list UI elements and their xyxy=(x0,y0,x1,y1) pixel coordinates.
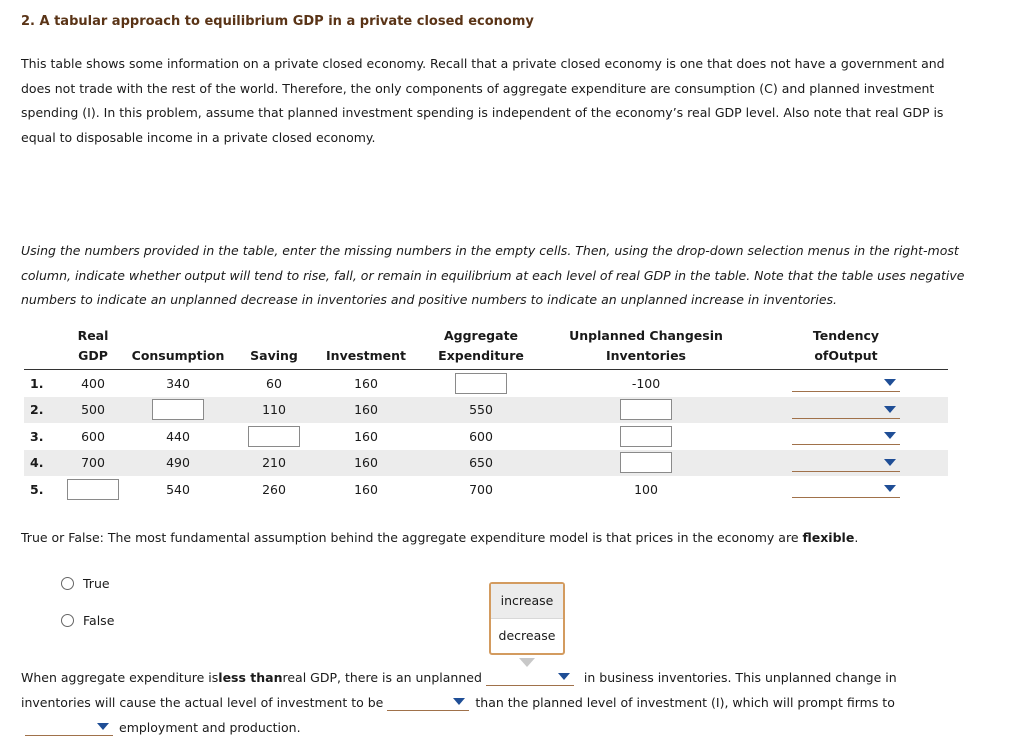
popup-option-decrease[interactable]: decrease xyxy=(498,628,556,643)
chevron-down-icon xyxy=(884,432,896,439)
chevron-down-icon xyxy=(558,673,570,680)
row-number: 3. xyxy=(30,428,44,444)
ae-cell: 550 xyxy=(414,397,548,424)
investment-comparison-dropdown[interactable] xyxy=(387,693,469,711)
uci-input[interactable] xyxy=(620,452,672,473)
instructions-paragraph: Using the numbers provided in the table, enter the missing numbers in the empty cells. Then, using the drop-down selection menus in the right-most column, indicate whether output will tend to rise, fall, or remain in equilibrium at each level of real GDP in the table. Note that the table uses negative numbers to indicate an unplanned decrease in inventories and positive numbers to indicate an unplanned increase in inventories. xyxy=(21,243,965,307)
inventory-change-dropdown[interactable] xyxy=(486,668,574,686)
uci-cell: -100 xyxy=(631,375,661,391)
popup-option-increase[interactable]: increase xyxy=(491,584,563,619)
tendency-cell xyxy=(744,423,948,450)
uci-cell: 100 xyxy=(634,481,658,497)
true-false-question: True or False: The most fundamental assumption behind the aggregate expenditure model is that prices in the economy are flexible. xyxy=(21,530,859,545)
fill-sentence-3: employment and production. xyxy=(21,718,301,736)
gdp-table xyxy=(24,326,948,503)
tendency-dropdown[interactable] xyxy=(792,427,900,445)
ae-cell: 600 xyxy=(469,428,493,444)
saving-cell: 60 xyxy=(266,375,282,391)
gdp-cell: 400 xyxy=(81,375,105,391)
aggregate-expenditure-header: Aggregate Expenditure xyxy=(414,326,548,370)
popup-pointer xyxy=(519,658,535,667)
investment-cell: 160 xyxy=(354,375,378,391)
saving-cell: 110 xyxy=(230,397,318,424)
tendency-cell xyxy=(744,397,948,424)
tendency-dropdown[interactable] xyxy=(792,374,900,392)
uci-cell xyxy=(548,397,744,424)
row-number: 1. xyxy=(30,375,44,391)
real-gdp-header: Real GDP xyxy=(60,326,126,370)
unplanned-change-header: Unplanned Changesin Inventories xyxy=(548,326,744,370)
tendency-cell xyxy=(744,370,948,397)
investment-cell: 160 xyxy=(318,397,414,424)
gdp-cell: 700 xyxy=(60,450,126,477)
table-row xyxy=(24,476,948,503)
fill-sentence-2: inventories will cause the actual level of investment to be than the planned level of investment (I), which will prompt firms to xyxy=(21,694,895,710)
table-row xyxy=(24,370,948,397)
investment-cell: 160 xyxy=(354,428,378,444)
ae-cell: 700 xyxy=(469,481,493,497)
radio-button[interactable] xyxy=(61,577,74,590)
investment-header: Investment xyxy=(318,326,414,370)
uci-input[interactable] xyxy=(620,399,672,420)
false-option-label: False xyxy=(83,613,115,628)
tendency-cell xyxy=(744,450,948,477)
false-option[interactable] xyxy=(61,613,114,628)
consumption-header: Consumption xyxy=(126,326,230,370)
tendency-dropdown[interactable] xyxy=(792,401,900,419)
gdp-cell: 500 xyxy=(60,397,126,424)
chevron-down-icon xyxy=(97,723,109,730)
consumption-cell: 440 xyxy=(166,428,190,444)
radio-button[interactable] xyxy=(61,614,74,627)
true-option[interactable] xyxy=(61,576,110,591)
employment-action-dropdown[interactable] xyxy=(25,718,113,736)
gdp-input[interactable] xyxy=(67,479,119,500)
ae-cell: 650 xyxy=(414,450,548,477)
chevron-down-icon xyxy=(884,379,896,386)
table-row xyxy=(24,397,948,424)
chevron-down-icon xyxy=(884,459,896,466)
consumption-cell: 540 xyxy=(166,481,190,497)
table-row xyxy=(24,450,948,477)
investment-cell: 160 xyxy=(318,450,414,477)
fill-sentence-1: When aggregate expenditure is less than real GDP, there is an unplanned in business inventories. This unplanned change in xyxy=(21,669,897,685)
chevron-down-icon xyxy=(884,406,896,413)
chevron-down-icon xyxy=(453,698,465,705)
consumption-cell xyxy=(126,397,230,424)
consumption-input[interactable] xyxy=(152,399,204,420)
saving-cell: 260 xyxy=(262,481,286,497)
uci-input[interactable] xyxy=(620,426,672,447)
dropdown-popup xyxy=(489,582,565,655)
true-option-label: True xyxy=(83,576,110,591)
ae-cell xyxy=(414,370,548,397)
gdp-cell xyxy=(60,476,126,503)
uci-cell xyxy=(548,423,744,450)
tendency-header: Tendency ofOutput xyxy=(744,326,948,370)
consumption-cell: 490 xyxy=(126,450,230,477)
saving-header: Saving xyxy=(230,326,318,370)
gdp-cell: 600 xyxy=(81,428,105,444)
uci-cell xyxy=(548,450,744,477)
table-row xyxy=(24,423,948,450)
row-number-header xyxy=(24,326,60,370)
saving-cell xyxy=(230,423,318,450)
chevron-down-icon xyxy=(884,485,896,492)
investment-cell: 160 xyxy=(354,481,378,497)
table-header-row xyxy=(24,326,948,370)
saving-input[interactable] xyxy=(248,426,300,447)
tendency-dropdown[interactable] xyxy=(792,480,900,498)
tendency-cell xyxy=(744,476,948,503)
page-title: 2. A tabular approach to equilibrium GDP in a private closed economy xyxy=(21,14,534,29)
tendency-dropdown[interactable] xyxy=(792,454,900,472)
row-number: 4. xyxy=(24,450,60,477)
intro-paragraph: This table shows some information on a private closed economy. Recall that a private closed economy is one that does not have a government and does not trade with the rest of the world. Therefore, the only components of aggregate expenditure are consumption (C) and planned investment spending (I). In this problem, assume that planned investment spending is independent of the economy’s real GDP level. Also note that real GDP is equal to disposable income in a private closed economy. xyxy=(21,56,945,145)
consumption-cell: 340 xyxy=(166,375,190,391)
ae-input[interactable] xyxy=(455,373,507,394)
saving-cell: 210 xyxy=(230,450,318,477)
row-number: 2. xyxy=(24,397,60,424)
row-number: 5. xyxy=(30,481,44,497)
